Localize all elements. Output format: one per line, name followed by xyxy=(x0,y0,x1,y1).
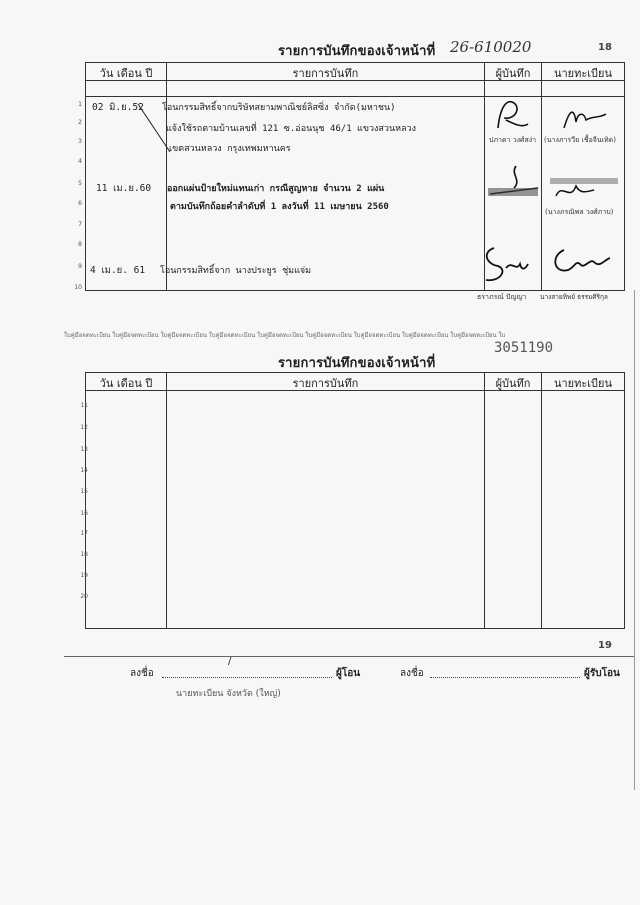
sign-label-transferor: ลงชื่อ xyxy=(130,668,154,679)
line-number: 19 xyxy=(80,572,88,579)
section2-page-number: 19 xyxy=(598,640,612,651)
line-number: 20 xyxy=(80,593,88,600)
entry-3-date: 4 เม.ย. 61 xyxy=(90,265,146,276)
line-number: 6 xyxy=(78,200,82,207)
line-number: 4 xyxy=(78,158,82,165)
line-number: 1 xyxy=(78,101,82,108)
entry-2-line2: ตามบันทึกถ้อยคำลำดับที่ 1 ลงวันที่ 11 เมษายน 2560 xyxy=(170,202,389,212)
entry-2-line1: ออกแผ่นป้ายใหม่แทนเก่า กรณีสูญหาย จำนวน 2 แผ่น xyxy=(167,184,385,194)
signature-line-transferee xyxy=(430,676,580,678)
line-number: 2 xyxy=(78,119,82,126)
watermark-band: ใบคู่มือจดทะเบียน ใบคู่มือจดทะเบียน ใบคู่มือจดทะเบียน ใบคู่มือจดทะเบียน ใบคู่มือจดทะเบียน ใบคู่มือจดทะเบียน ใบคู่มือจดทะเบียน ใบคู่มือจดทะเบียน ใบคู่มือจดทะเบียน ใบ xyxy=(64,332,506,339)
entry-2-date: 11 เม.ย.60 xyxy=(96,183,152,194)
recorder-signature-2 xyxy=(486,160,542,200)
header-recorder: ผู้บันทึก xyxy=(495,67,531,80)
line-number: 3 xyxy=(78,138,82,145)
under-sign-text: นายทะเบียน จังหวัด (ใหญ่) xyxy=(176,689,281,699)
entry-3-recorder: ธราภรณ์ ปัญญา xyxy=(477,293,527,301)
line-number: 14 xyxy=(80,467,88,474)
line-number: 17 xyxy=(80,530,88,537)
entry-1-recorder: ปภาดา วงศ์สง่า xyxy=(489,136,537,144)
recorder-signature-3 xyxy=(476,238,532,288)
sign-label-transferee: ลงชื่อ xyxy=(400,668,424,679)
registrar-signature-3 xyxy=(544,240,614,284)
line-number: 9 xyxy=(78,263,82,270)
header-record: รายการบันทึก xyxy=(292,67,359,80)
entry-2-registrar: (นางภรณิพล วงศ์ภาบ) xyxy=(545,208,614,216)
entry-1-line2: แจ้งใช้รถตามบ้านเลขที่ 121 ซ.อ่อนนุช 46/1 แขวงสวนหลวง xyxy=(166,124,417,134)
correction-mark xyxy=(130,100,190,160)
sign-mark: / xyxy=(228,656,232,667)
line-number: 13 xyxy=(80,446,88,453)
header-date-2: วัน เดือน ปี xyxy=(99,377,153,390)
header-recorder-2: ผู้บันทึก xyxy=(495,377,531,390)
serial-number: 3051190 xyxy=(494,340,554,356)
line-number: 15 xyxy=(80,488,88,495)
registrar-signature-1 xyxy=(560,104,610,134)
line-number: 7 xyxy=(78,221,82,228)
entry-1-line3: เขตสวนหลวง กรุงเทพมหานคร xyxy=(169,144,291,154)
line-number: 8 xyxy=(78,241,82,248)
entry-3-registrar: นางสายทิพย์ ธรรมศิริกุล xyxy=(540,293,608,301)
scan-edge xyxy=(634,290,635,790)
entry-1-registrar: (นางภารวีย เชื้อจีนเทิด) xyxy=(544,136,616,144)
line-number: 11 xyxy=(80,402,88,409)
line-number: 5 xyxy=(78,180,82,187)
line-number: 18 xyxy=(80,551,88,558)
header-registrar-2: นายทะเบียน xyxy=(553,377,612,390)
header-date: วัน เดือน ปี xyxy=(99,67,153,80)
line-number: 16 xyxy=(80,510,88,517)
section1-page-number: 18 xyxy=(598,42,612,53)
entry-1-date: 02 มิ.ย.52 xyxy=(92,102,144,113)
line-number: 10 xyxy=(74,284,82,291)
handwritten-number: 26-610020 xyxy=(450,38,532,56)
section2-title: รายการบันทึกของเจ้าหน้าที่ xyxy=(278,356,436,371)
signature-line-transferor xyxy=(162,676,332,678)
line-number: 12 xyxy=(80,424,88,431)
registrar-signature-2 xyxy=(550,176,620,206)
entry-1-line1: โอนกรรมสิทธิ์จากบริษัทสยามพาณิชย์ลิสซิ่ง จำกัด(มหาชน) xyxy=(162,103,396,113)
header-registrar: นายทะเบียน xyxy=(553,67,612,80)
recorder-signature-1 xyxy=(492,98,532,134)
section1-title: รายการบันทึกของเจ้าหน้าที่ xyxy=(278,44,436,59)
header-record-2: รายการบันทึก xyxy=(292,377,359,390)
transferee-label: ผู้รับโอน xyxy=(584,668,620,679)
transferor-label: ผู้โอน xyxy=(336,668,361,679)
entry-3-line1: โอนกรรมสิทธิ์จาก นางประยูร ชุ่มแจ่ม xyxy=(160,266,312,276)
